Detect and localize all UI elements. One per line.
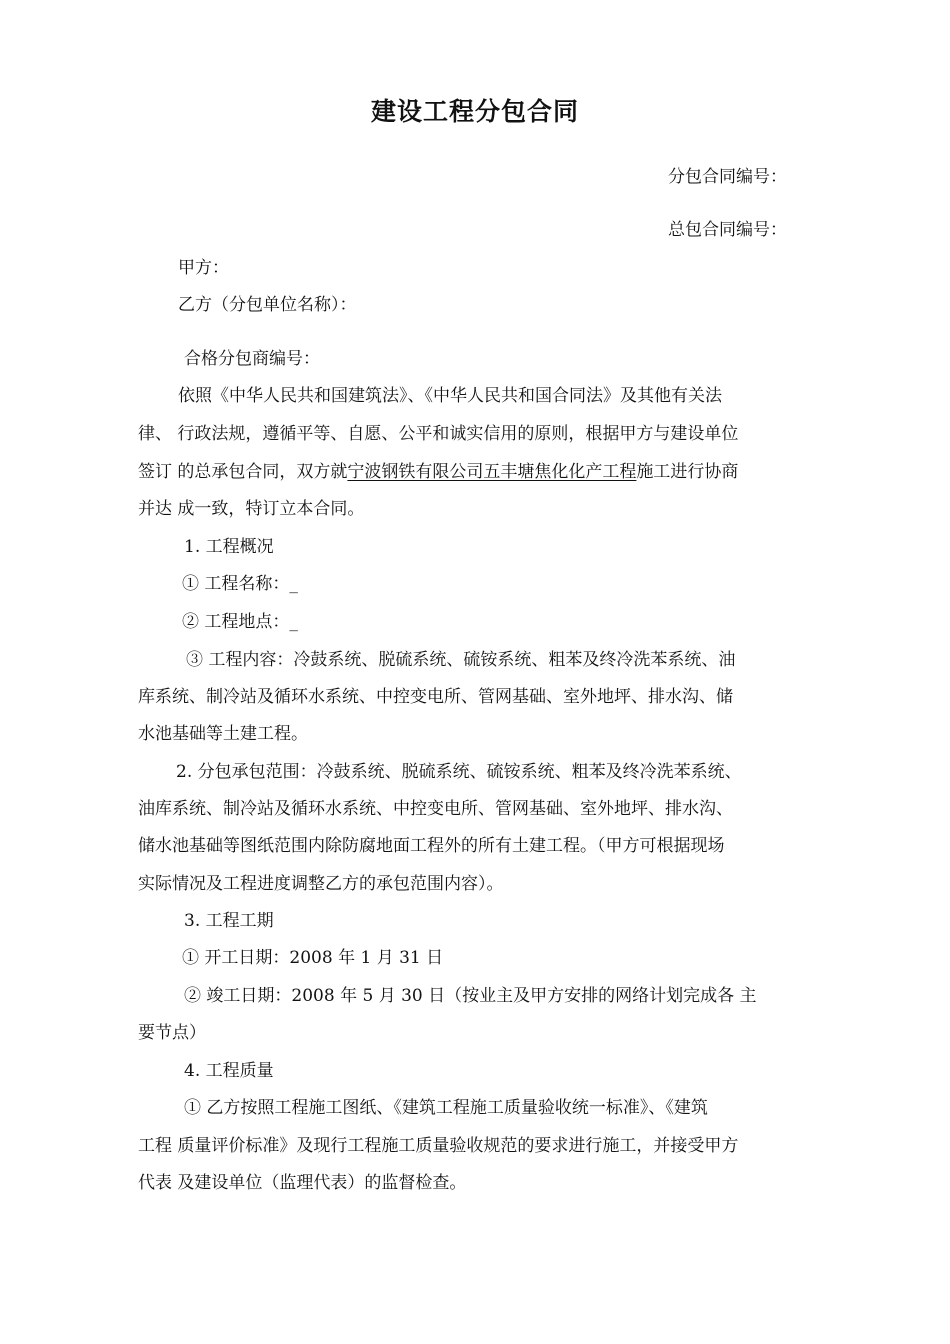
party-b-label: 乙方（分包单位名称）： bbox=[178, 295, 357, 315]
intro-line-3-before: 签订 的总承包合同，双方就 bbox=[138, 462, 348, 482]
quality-line-2: 工程 质量评价标准》及现行工程施工质量验收规范的要求进行施工，并接受甲方 bbox=[138, 1136, 739, 1156]
section-2-line-3: 储水池基础等图纸范围内除防腐地面工程外的所有土建工程。（甲方可根据现场 bbox=[138, 836, 725, 856]
intro-line-1: 依照《中华人民共和国建筑法》、《中华人民共和国合同法》及其他有关法 bbox=[178, 386, 722, 406]
section-1-heading: 1. 工程概况 bbox=[184, 537, 274, 557]
intro-line-2: 律、 行政法规，遵循平等、自愿、公平和诚实信用的原则，根据甲方与建设单位 bbox=[138, 424, 739, 444]
project-name-field: ① 工程名称：_ bbox=[182, 574, 298, 594]
project-location-field: ② 工程地点：_ bbox=[182, 612, 298, 632]
completion-date-line-2: 要节点） bbox=[138, 1023, 206, 1043]
intro-line-4: 并达 成一致，特订立本合同。 bbox=[138, 499, 365, 519]
project-content-line-2: 库系统、制冷站及循环水系统、中控变电所、管网基础、室外地坪、排水沟、储 bbox=[138, 687, 733, 707]
start-date-field: ① 开工日期：2008 年 1 月 31 日 bbox=[182, 948, 444, 968]
intro-line-3 bbox=[138, 460, 738, 484]
section-2-line-2: 油库系统、制冷站及循环水系统、中控变电所、管网基础、室外地坪、排水沟、 bbox=[138, 799, 733, 819]
project-content-line-3: 水池基础等土建工程。 bbox=[138, 724, 308, 744]
main-contract-number-label: 总包合同编号： bbox=[668, 220, 787, 240]
section-3-heading: 3. 工程工期 bbox=[184, 911, 274, 931]
qualified-subcontractor-number-label: 合格分包商编号： bbox=[184, 349, 320, 369]
quality-line-1: ① 乙方按照工程施工图纸、《建筑工程施工质量验收统一标准》、《建筑 bbox=[184, 1098, 708, 1118]
project-content-line-1: ③ 工程内容：冷鼓系统、脱硫系统、硫铵系统、粗苯及终冷洗苯系统、油 bbox=[186, 650, 736, 670]
quality-line-3: 代表 及建设单位（监理代表）的监督检查。 bbox=[138, 1173, 467, 1193]
section-2-line-1: 2. 分包承包范围：冷鼓系统、脱硫系统、硫铵系统、粗苯及终冷洗苯系统、 bbox=[176, 762, 742, 782]
subcontract-number-label: 分包合同编号： bbox=[668, 167, 787, 187]
section-2-line-4: 实际情况及工程进度调整乙方的承包范围内容）。 bbox=[138, 874, 504, 894]
project-name-underlined: 宁波钢铁有限公司五丰塘焦化化产工程 bbox=[347, 462, 637, 482]
party-a-label: 甲方： bbox=[178, 258, 229, 278]
section-4-heading: 4. 工程质量 bbox=[184, 1061, 274, 1081]
completion-date-line-1: ② 竣工日期：2008 年 5 月 30 日（按业主及甲方安排的网络计划完成各 主 bbox=[184, 986, 757, 1006]
intro-line-3-after: 施工进行协商 bbox=[636, 462, 739, 482]
document-title: 建设工程分包合同 bbox=[370, 97, 579, 126]
